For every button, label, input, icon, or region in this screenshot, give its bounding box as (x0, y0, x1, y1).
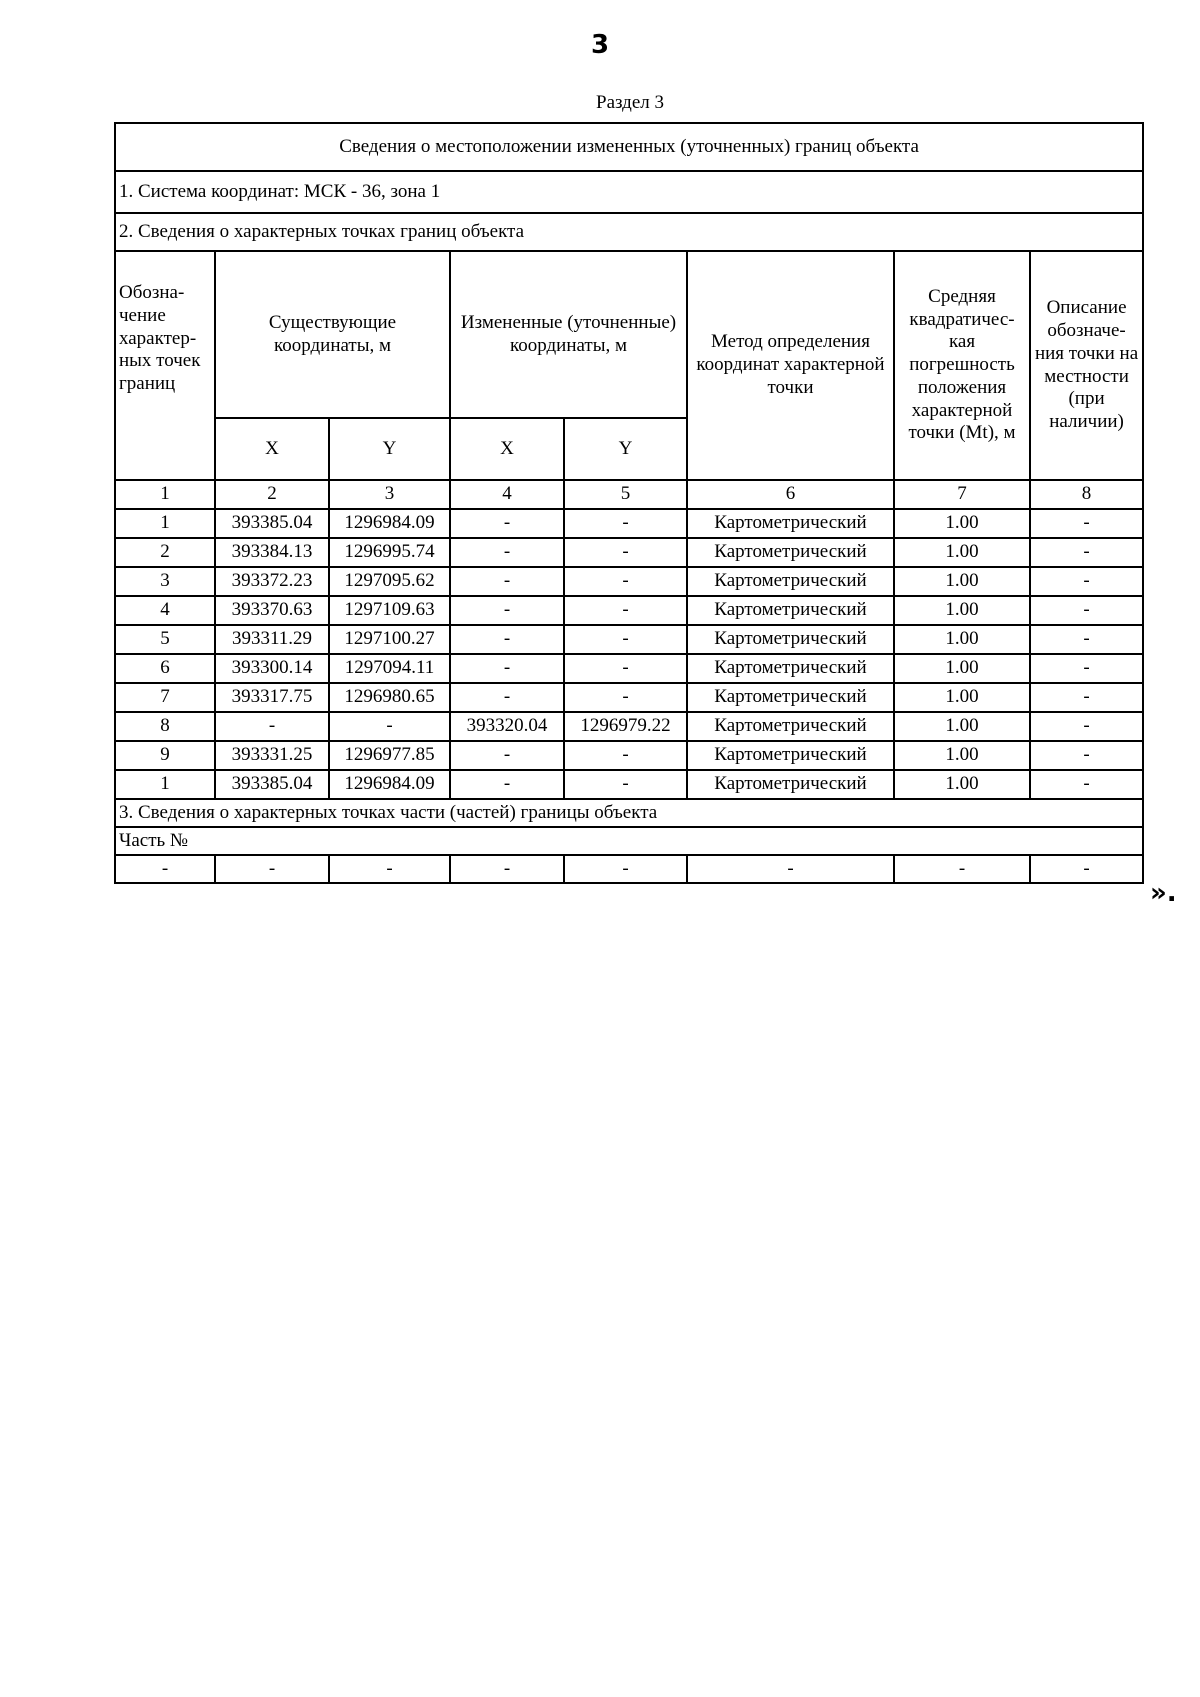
table-cell: - (1030, 741, 1143, 770)
table-cell: 1297109.63 (329, 596, 450, 625)
data-rows (115, 509, 1143, 799)
table-cell: - (564, 654, 687, 683)
table-cell: - (1030, 625, 1143, 654)
table-cell: 1296995.74 (329, 538, 450, 567)
table-cell: Картометрический (687, 596, 894, 625)
table-row (115, 712, 1143, 741)
table-cell: 1.00 (894, 625, 1030, 654)
column-number: 4 (450, 480, 564, 509)
table-cell: - (564, 509, 687, 538)
table-cell: 1297100.27 (329, 625, 450, 654)
column-number: 5 (564, 480, 687, 509)
column-number: 3 (329, 480, 450, 509)
table-row (115, 770, 1143, 799)
parts-cell: - (894, 855, 1030, 883)
parts-cell: - (564, 855, 687, 883)
table-cell: Картометрический (687, 770, 894, 799)
table-cell: - (1030, 538, 1143, 567)
header-existing-x: X (215, 418, 329, 480)
table-cell: 1.00 (894, 741, 1030, 770)
table-cell: Картометрический (687, 712, 894, 741)
table-cell: Картометрический (687, 509, 894, 538)
table-cell: 1.00 (894, 567, 1030, 596)
table-cell: 393311.29 (215, 625, 329, 654)
table-cell: 1297095.62 (329, 567, 450, 596)
points-heading: 2. Сведения о характерных точках границ объекта (115, 213, 1143, 251)
table-cell: 1296979.22 (564, 712, 687, 741)
table-cell: - (564, 741, 687, 770)
table-cell: 393300.14 (215, 654, 329, 683)
column-number: 8 (1030, 480, 1143, 509)
parts-cell: - (1030, 855, 1143, 883)
header-description: Описание обозначе-ния точки на местности (при наличии) (1030, 251, 1143, 480)
table-cell: - (1030, 654, 1143, 683)
table-cell: 4 (115, 596, 215, 625)
table-cell: - (450, 770, 564, 799)
table-cell: 5 (115, 625, 215, 654)
parts-heading: 3. Сведения о характерных точках части (частей) границы объекта (115, 799, 1143, 827)
parts-row (115, 855, 1143, 883)
parts-cell: - (687, 855, 894, 883)
table-cell: 1296977.85 (329, 741, 450, 770)
header-changed-y: Y (564, 418, 687, 480)
table-cell: - (329, 712, 450, 741)
table-cell: - (564, 683, 687, 712)
header-method: Метод определения координат характерной точки (687, 251, 894, 480)
table-cell: 1.00 (894, 770, 1030, 799)
header-existing-y: Y (329, 418, 450, 480)
table-cell: - (450, 625, 564, 654)
parts-cell: - (450, 855, 564, 883)
table-cell: - (1030, 596, 1143, 625)
table-cell: 1.00 (894, 654, 1030, 683)
table-cell: - (564, 567, 687, 596)
table-cell: 393385.04 (215, 770, 329, 799)
header-designation: Обозна-чение характер-ных точек границ (115, 251, 215, 480)
column-number-row (115, 480, 1143, 509)
table-row (115, 596, 1143, 625)
table-cell: 1296980.65 (329, 683, 450, 712)
table-cell: - (450, 538, 564, 567)
column-number: 6 (687, 480, 894, 509)
section-label: Раздел 3 (596, 92, 664, 113)
table-row (115, 509, 1143, 538)
table-cell: 393320.04 (450, 712, 564, 741)
table-cell: - (450, 654, 564, 683)
table-cell: 1296984.09 (329, 770, 450, 799)
closing-quote-mark: ». (1150, 878, 1177, 908)
table-cell: 393317.75 (215, 683, 329, 712)
table-cell: - (564, 538, 687, 567)
column-number: 1 (115, 480, 215, 509)
header-mean-error: Средняя квадратичес-кая погрешность положения характерной точки (Mt), м (894, 251, 1030, 480)
table-cell: 2 (115, 538, 215, 567)
parts-cell: - (115, 855, 215, 883)
boundary-table (114, 122, 1144, 884)
table-cell: 7 (115, 683, 215, 712)
table-cell: 6 (115, 654, 215, 683)
table-cell: - (564, 625, 687, 654)
table-cell: - (450, 683, 564, 712)
table-cell: - (1030, 712, 1143, 741)
table-cell: - (450, 509, 564, 538)
table-cell: 1.00 (894, 538, 1030, 567)
table-row (115, 654, 1143, 683)
coordinate-system: 1. Система координат: МСК - 36, зона 1 (115, 171, 1143, 213)
table-row (115, 625, 1143, 654)
table-cell: 1297094.11 (329, 654, 450, 683)
table-cell: 1.00 (894, 683, 1030, 712)
table-cell: 1296984.09 (329, 509, 450, 538)
column-number: 7 (894, 480, 1030, 509)
table-cell: - (450, 567, 564, 596)
column-number: 2 (215, 480, 329, 509)
table-cell: 393370.63 (215, 596, 329, 625)
page-number: 3 (590, 30, 610, 60)
table-cell: Картометрический (687, 654, 894, 683)
table-cell: Картометрический (687, 538, 894, 567)
table-cell: - (215, 712, 329, 741)
table-cell: 393372.23 (215, 567, 329, 596)
table-cell: 1.00 (894, 712, 1030, 741)
table-cell: 393385.04 (215, 509, 329, 538)
table-cell: 1.00 (894, 509, 1030, 538)
table-cell: Картометрический (687, 625, 894, 654)
table-cell: - (450, 596, 564, 625)
table-title: Сведения о местоположении измененных (уточненных) границ объекта (115, 123, 1143, 171)
table-row (115, 683, 1143, 712)
table-row (115, 567, 1143, 596)
table-cell: 8 (115, 712, 215, 741)
header-changed-x: X (450, 418, 564, 480)
table-cell: 3 (115, 567, 215, 596)
table-cell: - (1030, 509, 1143, 538)
table-cell: - (450, 741, 564, 770)
table-cell: 1 (115, 509, 215, 538)
table-cell: 393331.25 (215, 741, 329, 770)
parts-cell: - (215, 855, 329, 883)
table-cell: - (564, 596, 687, 625)
table-cell: 1 (115, 770, 215, 799)
part-number-label: Часть № (115, 827, 1143, 855)
header-changed-coordinates: Измененные (уточненные) координаты, м (450, 251, 687, 418)
table-row (115, 741, 1143, 770)
table-cell: - (1030, 770, 1143, 799)
table-cell: Картометрический (687, 741, 894, 770)
table-cell: - (564, 770, 687, 799)
table-cell: 393384.13 (215, 538, 329, 567)
header-existing-coordinates: Существующие координаты, м (215, 251, 450, 418)
table-cell: 9 (115, 741, 215, 770)
parts-cell: - (329, 855, 450, 883)
table-cell: Картометрический (687, 683, 894, 712)
table-cell: - (1030, 567, 1143, 596)
table-row (115, 538, 1143, 567)
table-cell: - (1030, 683, 1143, 712)
table-cell: 1.00 (894, 596, 1030, 625)
table-cell: Картометрический (687, 567, 894, 596)
